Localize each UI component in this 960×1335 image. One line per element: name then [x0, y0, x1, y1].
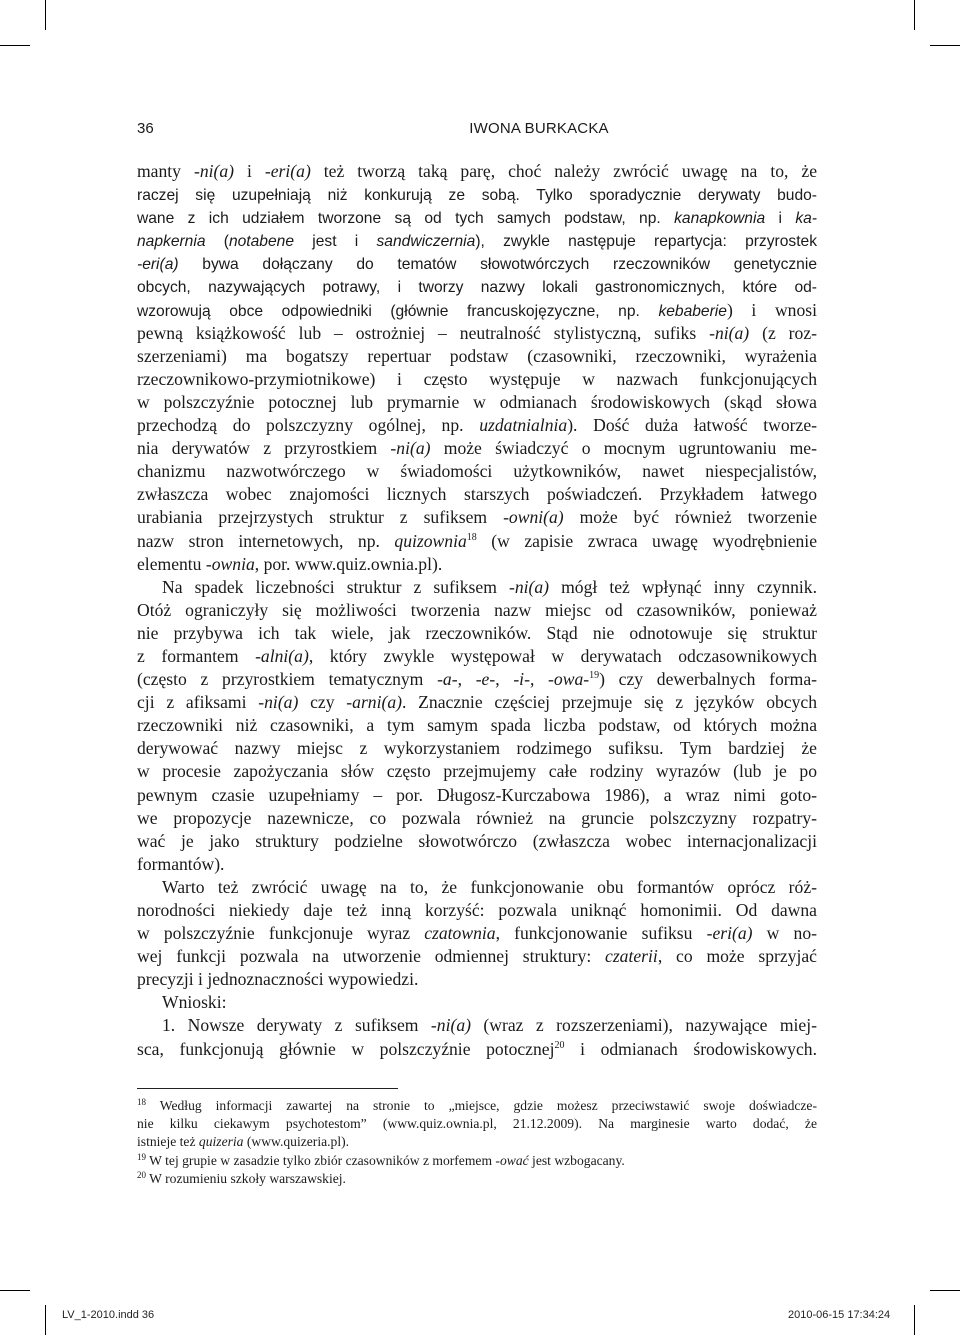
body_lines-line: [137, 391, 817, 414]
text-run: W rozumieniu szkoły warszawskiej.: [146, 1170, 346, 1186]
text-run: wzorowują obce odpowiedniki (głównie francuskojęzyczne, np.: [137, 302, 659, 320]
crop-mark: [0, 1290, 30, 1291]
text-run: istnieje też: [137, 1134, 199, 1150]
crop-mark: [0, 45, 30, 46]
italic-term: kanapkownia: [674, 210, 766, 228]
footnotes-line: [137, 1115, 817, 1133]
text-run: nazw stron internetowych, np.: [137, 530, 395, 551]
body_lines-line: [137, 784, 817, 807]
body_lines-line: [137, 668, 817, 691]
text-run: ,: [457, 669, 476, 690]
text-run: pewnym czasie uzupełniamy – por. Długosz-Kurczabowa 1986), a wraz nimi goto-: [137, 784, 817, 805]
text-run: , co może sprzyjać: [657, 946, 817, 967]
body_lines-line: [137, 345, 817, 368]
italic-term: napkernia: [137, 233, 206, 251]
text-run: zwłaszcza wobec znajomości licznych starszych poświadczeń. Przykładem łatwego: [137, 484, 817, 505]
text-run: rzeczownikowo-przymiotnikowe) i często występuje w nazwach funkcjonujących: [137, 368, 817, 389]
footnotes-line: [137, 1152, 817, 1170]
text-run: wej funkcji pozwala na utworzenie odmiennej struktury:: [137, 946, 606, 967]
text-run: precyzji i jednoznaczności wypowiedzi.: [137, 969, 419, 990]
text-run: 1. Nowsze derywaty z sufiksem: [162, 1015, 431, 1036]
italic-term: uzdatnialnia: [479, 415, 568, 436]
body_lines-line: [137, 437, 817, 460]
italic-term: -ni(a): [390, 438, 431, 459]
italic-term: -a-: [437, 669, 458, 690]
footnotes-line: [137, 1133, 817, 1151]
italic-term: kebaberie: [658, 302, 727, 320]
page-number: 36: [137, 120, 154, 137]
body_lines-line: [137, 299, 817, 322]
body_lines-line: [137, 368, 817, 391]
italic-term: -arni(a): [346, 692, 402, 713]
body_lines-line: [137, 760, 817, 783]
body_lines-line: [137, 183, 817, 206]
text-run: ) czy dewerbalnych forma-: [599, 669, 818, 690]
text-run: rzeczowniki niż czasowniki, a tym samym spada liczba podstaw, od których można: [137, 715, 817, 736]
text-run: ) i wnosi: [726, 299, 817, 320]
body_lines-line: [137, 576, 817, 599]
text-run: może być również tworzenie: [563, 507, 818, 528]
body_lines-line: [137, 922, 817, 945]
body_lines-line: [137, 1038, 817, 1061]
italic-term: ka-: [795, 210, 817, 228]
footnote-ref: 18: [466, 531, 477, 543]
text-run: (często z przyrostkiem tematycznym: [137, 669, 438, 690]
text-run: . Znacznie częściej przejmuje się z języków obcych: [402, 692, 818, 713]
italic-term: sandwiczernia: [376, 233, 476, 251]
text-run: cji z afiksami: [137, 692, 259, 713]
text-run: Otóż ograniczyły się możliwości tworzenia nazw miejsc od czasowników, ponieważ: [137, 599, 817, 620]
footnote-ref: 19: [589, 670, 600, 682]
italic-term: -ownia: [205, 553, 255, 574]
text-run: Wnioski:: [162, 992, 227, 1013]
body_lines-line: [137, 737, 817, 760]
body-text: [137, 160, 817, 1061]
body_lines-line: [137, 414, 817, 437]
body_lines-line: [137, 252, 817, 275]
body_lines-line: [137, 807, 817, 830]
italic-term: -ni(a): [508, 576, 550, 597]
italic-term: -alni(a): [255, 645, 309, 666]
text-run: derywować nazwy miejsc z wykorzystaniem rodzimego sufiksu. Tym bardziej że: [137, 738, 817, 759]
body_lines-line: [137, 991, 817, 1014]
text-run: i odmianach środowiskowych.: [564, 1038, 817, 1059]
italic-term: czatownia: [424, 923, 496, 944]
crop-mark: [914, 0, 915, 30]
text-run: manty: [137, 161, 194, 181]
body_lines-line: [137, 899, 817, 922]
footnote-ref: 19: [137, 1151, 146, 1162]
text-run: (wraz z rozszerzeniami), nazywające miej-: [470, 1015, 817, 1036]
footnote-ref: 20: [554, 1039, 565, 1051]
slug-file: LV_1-2010.indd 36: [62, 1309, 155, 1321]
text-run: formantów).: [137, 853, 225, 874]
text-run: jest i: [294, 233, 377, 251]
text-run: przechodzą do polszczyzny ogólnej, np.: [137, 415, 480, 436]
text-run: w no-: [752, 923, 817, 944]
footnotes-line: [137, 1097, 817, 1115]
italic-term: -ni(a): [258, 692, 299, 713]
crop-mark: [45, 0, 46, 30]
slug-date: 2010-06-15 17:34:24: [788, 1309, 891, 1321]
text-run: we propozycje nazewnicze, co pozwala również na gruncie polszczyzny rozpatry-: [137, 807, 817, 828]
body_lines-line: [137, 229, 817, 252]
text-run: mógł też wpłynąć inny czynnik.: [549, 576, 818, 597]
text-run: norodności niekiedy daje też inną korzyść: pozwala uniknąć homonimii. Od dawna: [137, 900, 817, 920]
body_lines-line: [137, 460, 817, 483]
body_lines-line: [137, 968, 817, 991]
body_lines-line: [137, 206, 817, 229]
crop-mark: [930, 1290, 960, 1291]
footnotes: [137, 1097, 817, 1188]
footnote-rule: [137, 1088, 398, 1089]
italic-term: -owa-: [548, 669, 590, 690]
italic-term: -ni(a): [709, 322, 750, 343]
body_lines-line: [137, 876, 817, 899]
text-run: chanizmu nazwotwórczego w świadomości użytkowników, nawet niespecjalistów,: [137, 461, 817, 482]
text-run: (z roz-: [749, 322, 817, 343]
text-run: ). Dość duża łatwość tworze-: [567, 415, 817, 436]
footnote-ref: 18: [137, 1097, 146, 1107]
text-run: nia derywatów z przyrostkiem: [137, 438, 391, 459]
body_lines-line: [137, 530, 817, 553]
text-run: (w zapisie zwraca uwagę wyodrębnienie: [476, 530, 818, 551]
italic-term: -owni(a): [503, 507, 564, 528]
italic-term: -i-: [513, 669, 530, 690]
text-run: Na spadek liczebności struktur z sufiksem: [162, 576, 509, 597]
body_lines-line: [137, 506, 817, 529]
text-run: (www.quizeria.pl).: [243, 1134, 350, 1150]
text-run: raczej się uzupełniają niż konkurują ze sobą. Tylko sporadycznie derywaty budo-: [137, 187, 817, 205]
text-run: , por. www.quiz.ownia.pl).: [254, 553, 443, 574]
body_lines-line: [137, 945, 817, 968]
body_lines-line: [137, 553, 817, 576]
italic-term: -eri(a): [137, 256, 179, 274]
body_lines-line: [137, 275, 817, 298]
italic-term: notabene: [228, 233, 294, 251]
italic-term: quizeria: [198, 1134, 244, 1150]
text-run: w polszczyźnie funkcjonuje wyraz: [137, 923, 425, 944]
body_lines-line: [137, 483, 817, 506]
text-run: , który zwykle występował w derywatach odczasownikowych: [308, 645, 817, 666]
text-run: szerzeniami) ma bogatszy repertuar podstaw (czasowniki, rzeczowniki, wyrażenia: [137, 345, 817, 366]
running-head: IWONA BURKACKA: [469, 120, 609, 137]
italic-term: -e-: [475, 669, 496, 690]
crop-mark: [930, 45, 960, 46]
text-run: , funkcjonowanie sufiksu: [495, 923, 707, 944]
body_lines-line: [137, 322, 817, 345]
body_lines-line: [137, 645, 817, 668]
text-run: ), zwykle następuje repartycja: przyrostek: [475, 233, 817, 251]
crop-mark: [914, 1305, 915, 1335]
text-run: w procesie zapożyczania słów często przejmujemy całe rodziny wyrazów (lub je po: [137, 761, 817, 782]
body_lines-line: [137, 622, 817, 645]
text-run: nie kilku ciekawym psychotestom” (www.quiz.ownia.pl, 21.12.2009). Na marginesie warto dodać, że: [137, 1116, 817, 1132]
text-run: w polszczyźnie potocznej lub prymarnie w odmianach środowiskowych (skąd słowa: [137, 391, 817, 412]
body_lines-line: [137, 853, 817, 876]
body_lines-line: [137, 714, 817, 737]
text-run: wać je jako struktury podzielne słowotwórczo (zwłaszcza wobec internacjonalizacji: [137, 830, 817, 851]
text-run: i: [765, 210, 796, 228]
text-run: z formantem: [137, 645, 256, 666]
footnote-ref: 20: [137, 1169, 146, 1180]
body_lines-line: [137, 160, 817, 183]
italic-term: -eri(a): [706, 923, 753, 944]
text-run: i: [234, 161, 265, 181]
text-run: Warto też zwrócić uwagę na to, że funkcjonowanie obu formantów oprócz róż-: [162, 876, 817, 897]
italic-term: czaterii: [605, 946, 658, 967]
italic-term: -eri(a): [264, 161, 311, 181]
text-run: pewną książkowość lub – ostrożniej – neutralność stylistyczną, sufiks: [137, 322, 710, 343]
italic-term: -ni(a): [430, 1015, 471, 1036]
italic-term: quizownia: [394, 530, 467, 551]
text-run: też tworzą taką parę, choć należy zwrócić uwagę na to, że: [310, 161, 817, 181]
text-run: ,: [529, 669, 549, 690]
text-run: jest wzbogacany.: [528, 1152, 625, 1168]
text-run: elementu: [137, 553, 206, 574]
text-run: bywa dołączany do tematów słowotwórczych rzeczowników genetycznie: [178, 256, 817, 274]
text-run: W tej grupie w zasadzie tylko zbiór czasowników z morfemem: [146, 1152, 496, 1168]
body_lines-line: [137, 1014, 817, 1037]
footnotes-line: [137, 1170, 817, 1188]
text-run: Według informacji zawartej na stronie to „miejsce, gdzie możesz przeciwstawić swoje doświadcze-: [146, 1098, 817, 1113]
body_lines-line: [137, 691, 817, 714]
text-run: obcych, nazywających potrawy, i tworzy nazwy lokali gastronomicznych, które od-: [137, 279, 817, 297]
text-run: (: [205, 233, 229, 251]
text-run: czy: [298, 692, 347, 713]
italic-term: -ni(a): [193, 161, 235, 181]
text-run: ,: [495, 669, 514, 690]
text-run: sca, funkcjonują głównie w polszczyźnie potocznej: [137, 1038, 555, 1059]
text-run: może świadczyć o mocnym ugruntowaniu me-: [430, 438, 817, 459]
text-run: nie przybywa ich tak wiele, jak rzeczowników. Stąd nie odnotowuje się struktur: [137, 622, 817, 643]
italic-term: -ować: [495, 1152, 529, 1168]
crop-mark: [45, 1305, 46, 1335]
text-run: wane z ich udziałem tworzone są od tych samych podstaw, np.: [137, 210, 675, 228]
body_lines-line: [137, 830, 817, 853]
text-run: urabiania przejrzystych struktur z sufiksem: [137, 507, 504, 528]
body_lines-line: [137, 599, 817, 622]
